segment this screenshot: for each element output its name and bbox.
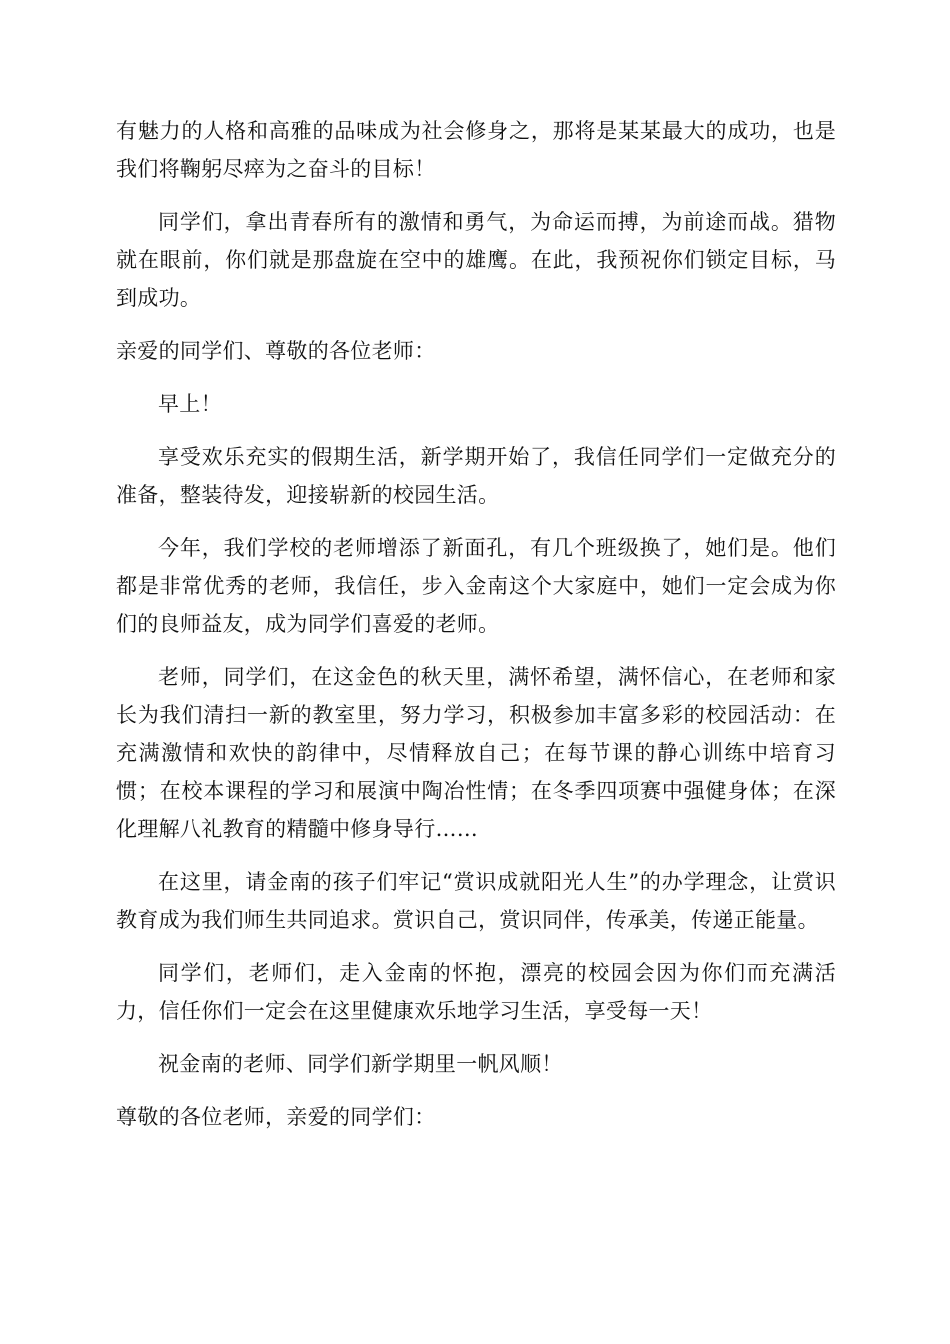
document-page — [116, 112, 836, 1151]
greeting: 早上！ — [158, 392, 222, 416]
paragraph-1: 有魅力的人格和高雅的品味成为社会修身之，那将是某某最大的成功，也是我们将鞠躬尽瘁为之奋斗的目标！ — [116, 119, 836, 181]
salutation-1: 亲爱的同学们、尊敬的各位老师： — [116, 339, 436, 363]
paragraph-10: 祝金南的老师、同学们新学期里一帆风顺！ — [158, 1052, 563, 1076]
paragraph-7: 老师，同学们，在这金色的秋天里，满怀希望，满怀信心，在老师和家长为我们清扫一新的教室里，努力学习，积极参加丰富多彩的校园活动：在充满激情和欢快的韵律中，尽情释放自己；在每节课的静心训练中培育习惯；在校本课程的学习和展演中陶冶性情；在冬季四项赛中强健身体；在深化理解八礼教育的精髓中修身导行…… — [116, 665, 836, 841]
paragraph-2: 同学们，拿出青春所有的激情和勇气，为命运而搏，为前途而战。猎物就在眼前，你们就是那盘旋在空中的雄鹰。在此，我预祝你们锁定目标，马到成功。 — [116, 210, 836, 310]
salutation-2: 尊敬的各位老师，亲爱的同学们： — [116, 1105, 436, 1129]
paragraph-8: 在这里，请金南的孩子们牢记“赏识成就阳光人生”的办学理念，让赏识教育成为我们师生共同追求。赏识自己，赏识同伴，传承美，传递正能量。 — [116, 870, 836, 932]
paragraph-5: 享受欢乐充实的假期生活，新学期开始了，我信任同学们一定做充分的准备，整装待发，迎接崭新的校园生活。 — [116, 445, 836, 507]
paragraph-6: 今年，我们学校的老师增添了新面孔，有几个班级换了，她们是。他们都是非常优秀的老师，我信任，步入金南这个大家庭中，她们一定会成为你们的良师益友，成为同学们喜爱的老师。 — [116, 536, 836, 636]
paragraph-9: 同学们，老师们，走入金南的怀抱，漂亮的校园会因为你们而充满活力，信任你们一定会在这里健康欢乐地学习生活，享受每一天！ — [116, 961, 836, 1023]
